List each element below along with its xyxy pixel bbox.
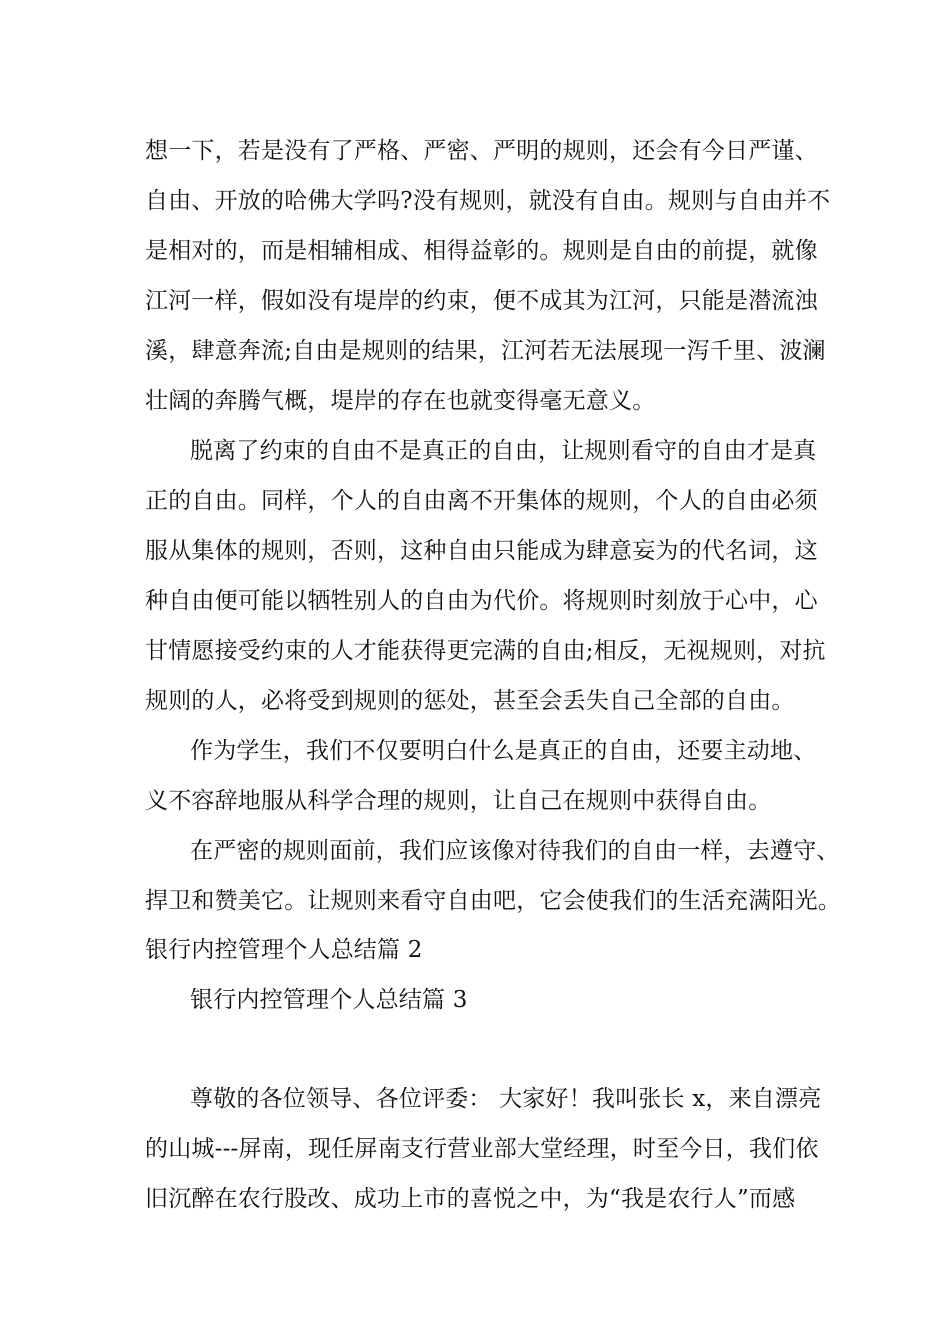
text-line: 种自由便可能以牺牲别人的自由为代价。将规则时刻放于心中，心	[145, 588, 818, 614]
paragraph-start: 在严密的规则面前，我们应该像对待我们的自由一样，去遵守、	[190, 838, 840, 864]
text-line: 正的自由。同样，个人的自由离不开集体的规则，个人的自由必须	[145, 488, 818, 514]
text-line: 甘情愿接受约束的人才能获得更完满的自由;相反，无视规则，对抗	[145, 638, 826, 664]
text-line: 服从集体的规则，否则，这种自由只能成为肆意妄为的代名词，这	[145, 538, 818, 564]
text-line: 想一下，若是没有了严格、严密、严明的规则，还会有今日严谨、	[145, 138, 818, 164]
text-line: 是相对的，而是相辅相成、相得益彰的。规则是自由的前提，就像	[145, 238, 818, 264]
text-line: 义不容辞地服从科学合理的规则，让自己在规则中获得自由。	[145, 788, 772, 814]
text-line: 的山城---屏南，现任屏南支行营业部大堂经理，时至今日，我们依	[145, 1136, 819, 1162]
section-heading: 银行内控管理个人总结篇 3	[190, 987, 468, 1013]
text-line: 捍卫和赞美它。让规则来看守自由吧，它会使我们的生活充满阳光。	[145, 888, 841, 914]
paragraph-start: 脱离了约束的自由不是真正的自由，让规则看守的自由才是真	[190, 438, 817, 464]
paragraph-start: 作为学生，我们不仅要明白什么是真正的自由，还要主动地、	[190, 738, 817, 764]
text-line: 溪，肆意奔流;自由是规则的结果，江河若无法展现一泻千里、波澜	[145, 338, 826, 364]
text-line: 壮阔的奔腾气概，堤岸的存在也就变得毫无意义。	[145, 388, 656, 414]
paragraph-start: 尊敬的各位领导、各位评委： 大家好！我叫张长 x，来自漂亮	[190, 1086, 822, 1112]
text-line: 旧沉醉在农行股改、成功上市的喜悦之中，为“我是农行人”而感	[145, 1186, 796, 1212]
text-line: 江河一样，假如没有堤岸的约束，便不成其为江河，只能是潜流浊	[145, 288, 818, 314]
section-heading: 银行内控管理个人总结篇 2	[145, 937, 423, 963]
text-line: 自由、开放的哈佛大学吗?没有规则，就没有自由。规则与自由并不	[145, 188, 831, 214]
text-line: 规则的人，必将受到规则的惩处，甚至会丢失自己全部的自由。	[145, 688, 795, 714]
